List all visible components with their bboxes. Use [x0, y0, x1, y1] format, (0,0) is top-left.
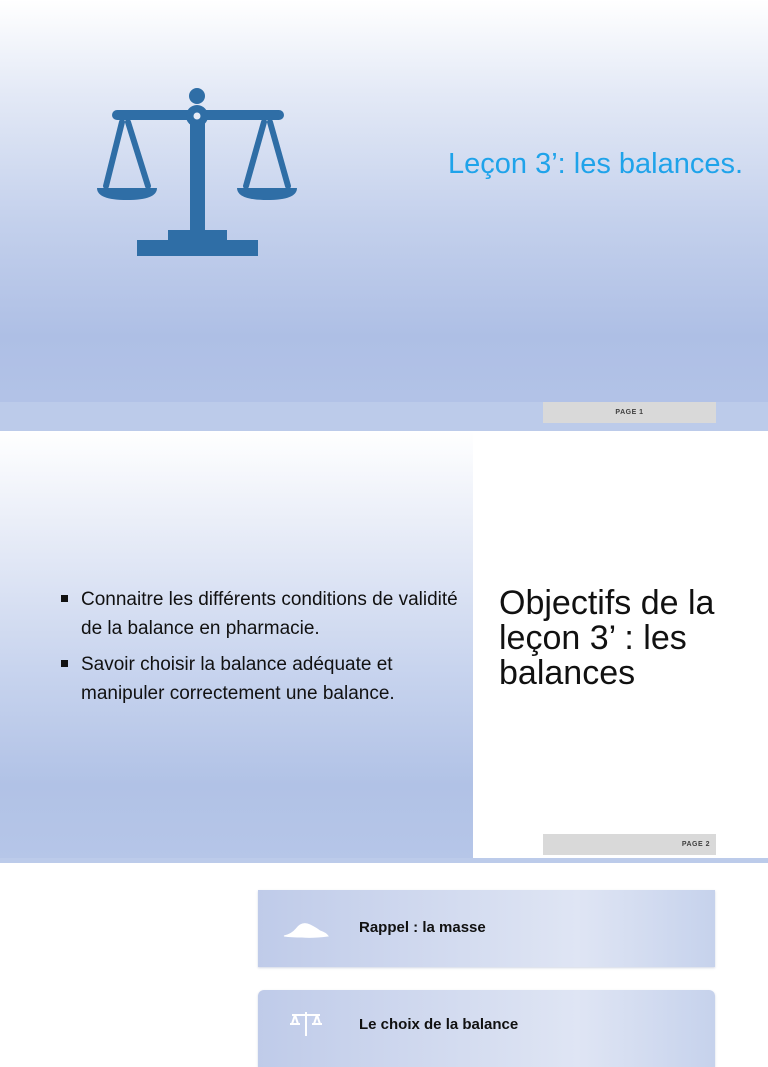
- objective-text: Connaitre les différents conditions de validité de la balance en pharmacie.: [81, 589, 458, 639]
- objectives-list: [60, 585, 460, 715]
- slide-2: [0, 431, 768, 863]
- toc-item-rappel-masse[interactable]: [258, 890, 715, 967]
- mound-icon: [282, 918, 330, 940]
- toc-item-label: Le choix de la balance: [359, 1016, 519, 1033]
- bullet-square-icon: [61, 660, 68, 667]
- slide-title: Leçon 3’: les balances.: [448, 148, 744, 180]
- toc-item-label: Rappel : la masse: [359, 919, 486, 936]
- page-number: PAGE 2: [543, 834, 716, 855]
- slide-title: Objectifs de la leçon 3’ : les balances: [499, 584, 715, 692]
- list-item: [60, 585, 460, 643]
- slide-1: [0, 0, 768, 431]
- list-item: [60, 650, 460, 708]
- page-number: PAGE 1: [543, 402, 716, 423]
- balance-scale-icon: [288, 1010, 324, 1036]
- objective-text: Savoir choisir la balance adéquate et manipuler correctement une balance.: [81, 654, 395, 704]
- slide-3: [0, 863, 768, 1033]
- balance-scale-icon: [96, 86, 300, 258]
- toc-item-choix-balance[interactable]: [258, 990, 715, 1067]
- bullet-square-icon: [61, 595, 68, 602]
